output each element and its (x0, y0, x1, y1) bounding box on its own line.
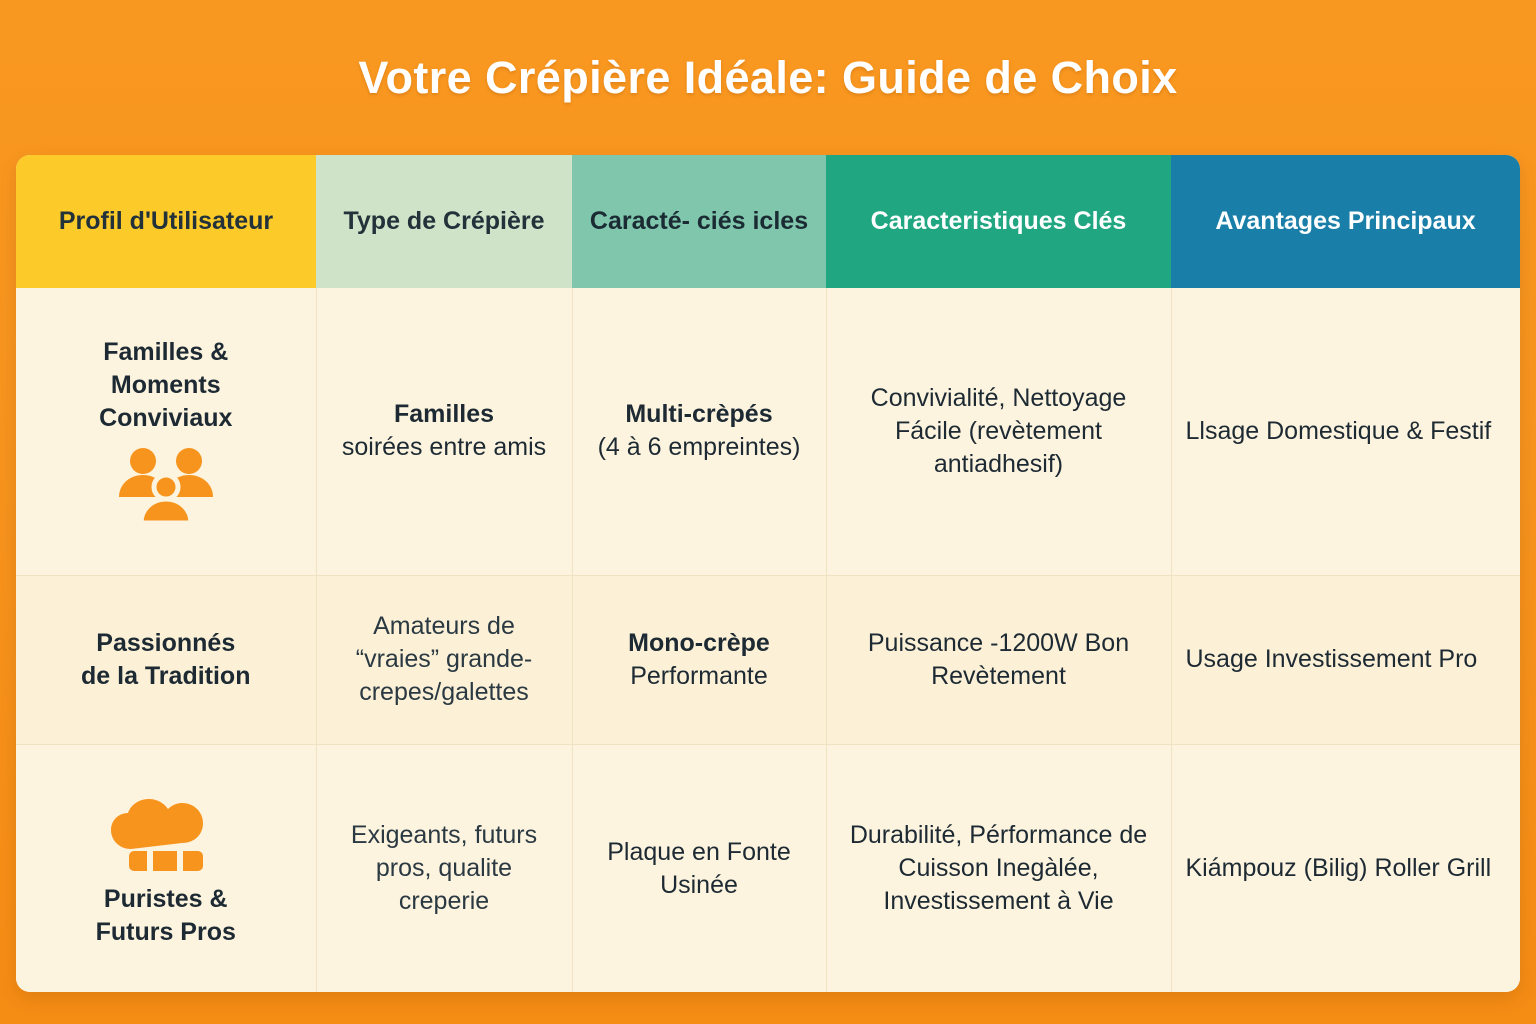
type-lead: Amateurs de (373, 612, 515, 641)
profil-line-2: Futurs Pros (95, 917, 236, 946)
column-header-avantages: Avantages Principaux (1171, 155, 1520, 288)
cell-profil-passionnes (16, 575, 316, 745)
cell-carac1-puristes (572, 745, 826, 992)
family-icon (30, 445, 302, 523)
cell-type-passionnes (316, 575, 572, 745)
profil-line-1: Passionnés (96, 628, 236, 657)
guide-table (16, 155, 1520, 992)
cell-avantages-passionnes: Usage Investissement Pro (1171, 575, 1520, 745)
table-row (16, 575, 1520, 745)
carac1-sub: Performante (630, 661, 768, 690)
profil-line-2: de la Tradition (81, 661, 251, 690)
carac1-lead: Multi-crèpés (625, 400, 773, 429)
type-sub: Exigeants, futurs pros, qualite creperie (350, 821, 538, 916)
cell-profil-familles (16, 288, 316, 575)
table-row (16, 288, 1520, 575)
profil-line-2: Moments (110, 370, 221, 399)
profil-line-1: Familles & (103, 337, 229, 366)
cell-avantages-puristes: Kiámpouz (Bilig) Roller Grill (1171, 745, 1520, 992)
type-sub: “vraies” grande- crepes/galettes (355, 645, 533, 707)
table-header (16, 155, 1520, 288)
profil-line-3: Conviviaux (99, 403, 233, 432)
profil-line-1: Puristes & (103, 884, 228, 913)
cell-carac2-passionnes: Puissance -1200W Bon Revètement (826, 575, 1171, 745)
column-header-caracteristiques-1: Caracté- ciés icles (572, 155, 826, 288)
carac1-lead: Mono-crèpe (628, 628, 770, 657)
page-title: Votre Crépière Idéale: Guide de Choix (358, 52, 1178, 103)
cell-carac1-passionnes (572, 575, 826, 745)
carac1-sub: Plaque en Fonte Usinée (607, 837, 791, 899)
type-lead: Familles (393, 400, 495, 429)
carac1-sub: (4 à 6 empreintes) (597, 433, 801, 462)
cell-carac1-familles (572, 288, 826, 575)
cell-type-familles (316, 288, 572, 575)
type-sub: soirées entre amis (341, 433, 547, 462)
chef-hat-icon (30, 799, 302, 879)
cell-profil-puristes (16, 745, 316, 992)
guide-table-card (16, 155, 1520, 992)
cell-carac2-familles: Convivialité, Nettoyage Fácile (revètement antiadhesif) (826, 288, 1171, 575)
column-header-caracteristiques-cles: Caracteristiques Clés (826, 155, 1171, 288)
column-header-profil: Profil d'Utilisateur (16, 155, 316, 288)
cell-type-puristes (316, 745, 572, 992)
table-body (16, 288, 1520, 992)
cell-avantages-familles: Llsage Domestique & Festif (1171, 288, 1520, 575)
cell-carac2-puristes: Durabilité, Pérformance de Cuisson Inegàlée, Investissement à Vie (826, 745, 1171, 992)
table-header-row (16, 155, 1520, 288)
table-row (16, 745, 1520, 992)
column-header-type: Type de Crépière (316, 155, 572, 288)
